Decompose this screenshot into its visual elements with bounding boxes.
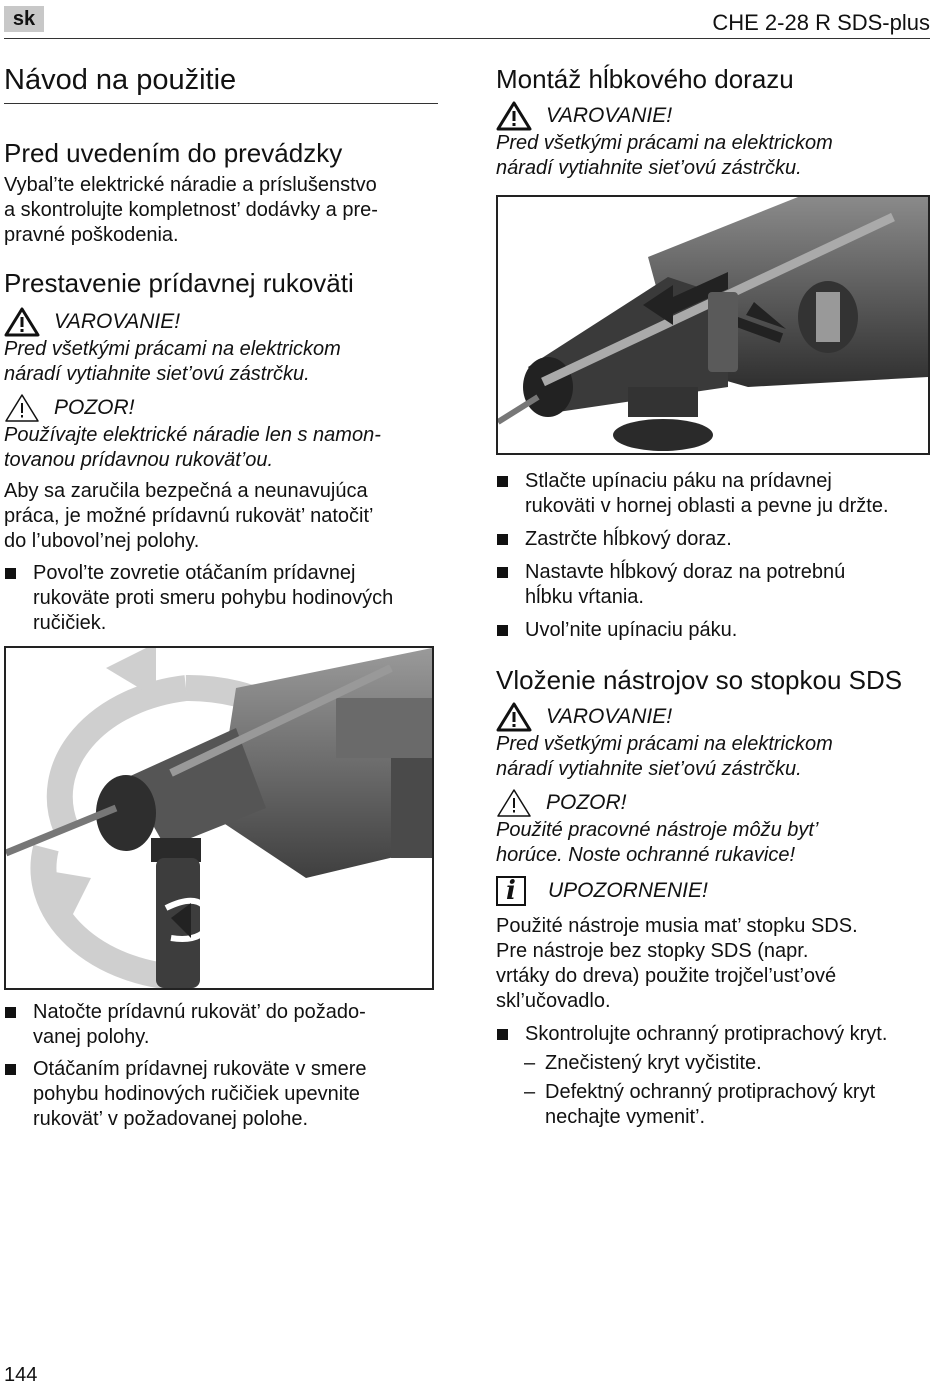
text-line: náradí vytiahnite siet’ovú zástrčku. [4, 363, 310, 386]
text-line: pohybu hodinových ručičiek upevnite [33, 1083, 360, 1106]
bullet-item [496, 1022, 936, 1047]
note-row [496, 876, 936, 906]
info-icon: i [496, 876, 526, 906]
text-line: Povol’te zovretie otáčaním prídavnej [33, 562, 356, 585]
dash-marker: – [524, 1052, 536, 1075]
caution-label: POZOR! [546, 791, 627, 815]
caution-row [4, 393, 438, 423]
text-line: Skontrolujte ochranný protiprachový kryt. [525, 1023, 888, 1046]
section-heading-before-start: Pred uvedením do prevádzky [4, 138, 343, 168]
before-start-text [4, 173, 438, 248]
text-line: Otáčaním prídavnej rukoväte v smere [33, 1058, 367, 1081]
bullet-square [497, 476, 508, 487]
figure-aux-handle [4, 646, 434, 990]
caution-text [4, 423, 438, 473]
text-line: Aby sa zaručila bezpečná a neunavujúca [4, 480, 368, 503]
text-line: Použité nástroje musia mat’ stopku SDS. [496, 915, 858, 938]
depth-stop-illustration [498, 197, 928, 453]
bullet-item [496, 560, 936, 610]
text-line: náradí vytiahnite siet’ovú zástrčku. [496, 758, 802, 781]
text-line: tovanou prídavnou rukovät’ou. [4, 449, 274, 472]
text-line: hĺbku vŕtania. [525, 586, 644, 609]
page-title: Návod na použitie [4, 60, 438, 104]
text-line: do l’ubovol’nej polohy. [4, 530, 200, 553]
text-line: práca, je možné prídavnú rukovät’ natočit’ [4, 505, 374, 528]
bullet-item [496, 469, 936, 519]
dash-marker: – [524, 1081, 536, 1104]
product-name: CHE 2-28 R SDS-plus [712, 10, 930, 35]
text-line: Pred všetkými prácami na elektrickom [4, 338, 341, 361]
caution-text [496, 818, 936, 868]
bullet-square [497, 534, 508, 545]
depth-stop-steps [496, 469, 936, 643]
note-label: UPOZORNENIE! [548, 879, 708, 903]
text-line: náradí vytiahnite siet’ovú zástrčku. [496, 157, 802, 180]
dash-item [524, 1080, 936, 1130]
bullet-square [5, 568, 16, 579]
warning-icon [496, 101, 532, 131]
text-line: rukoväti v hornej oblasti a pevne ju držte. [525, 495, 889, 518]
text-line: Nastavte hĺbkový doraz na potrebnú [525, 561, 846, 584]
bullet-item [496, 527, 936, 552]
text-line: a skontrolujte kompletnost’ dodávky a pre- [4, 199, 378, 222]
text-line: vanej polohy. [33, 1026, 150, 1049]
text-line: rukovät’ v požadovanej polohe. [33, 1108, 308, 1131]
caution-icon [4, 393, 40, 423]
warning-label: VAROVANIE! [546, 705, 673, 729]
text-line: Používajte elektrické náradie len s namon- [4, 424, 381, 447]
drill-handle-illustration [6, 648, 432, 988]
section-heading-aux-handle: Prestavenie prídavnej rukoväti [4, 268, 354, 299]
warning-label: VAROVANIE! [54, 310, 181, 334]
text-line: Natočte prídavnú rukovät’ do požado- [33, 1001, 366, 1024]
warning-icon [4, 307, 40, 337]
warning-text [496, 131, 936, 181]
note-text [496, 914, 936, 1014]
text-line: Defektný ochranný protiprachový kryt [545, 1081, 876, 1104]
section-heading-depth-stop: Montáž hĺbkového dorazu [496, 64, 794, 94]
text-line: Uvol’nite upínaciu páku. [525, 619, 738, 642]
text-line: pravné poškodenia. [4, 224, 179, 247]
right-column [496, 60, 936, 1130]
text-line: horúce. Noste ochranné rukavice! [496, 844, 796, 867]
warning-text [4, 337, 438, 387]
text-line: rukoväte proti smeru pohybu hodinových [33, 587, 394, 610]
text-line: vrtáky do dreva) použite trojčel’ust’ové [496, 965, 837, 988]
text-line: Stlačte upínaciu páku na prídavnej [525, 470, 832, 493]
warning-row [4, 307, 438, 337]
bullet-square [497, 1029, 508, 1040]
text-line: Znečistený kryt vyčistite. [545, 1052, 762, 1075]
text-line: Pred všetkými prácami na elektrickom [496, 132, 833, 155]
bullet-item [4, 1057, 438, 1132]
text-line: skl’učovadlo. [496, 990, 611, 1013]
header-rule [4, 38, 930, 39]
text-line: Vybal’te elektrické náradie a príslušenstvo [4, 174, 377, 197]
dash-item [524, 1051, 936, 1076]
text-line: nechajte vymenit’. [545, 1106, 706, 1129]
warning-row [496, 702, 936, 732]
text-line: ručičiek. [33, 612, 107, 635]
bullet-item [496, 618, 936, 643]
figure-depth-stop [496, 195, 930, 455]
text-line: Pred všetkými prácami na elektrickom [496, 733, 833, 756]
warning-icon [496, 702, 532, 732]
bullet-square [5, 1064, 16, 1075]
text-line: Použité pracovné nástroje môžu byt’ [496, 819, 819, 842]
warning-label: VAROVANIE! [546, 104, 673, 128]
warning-row [496, 101, 936, 131]
caution-row [496, 788, 936, 818]
text-line: Pre nástroje bez stopky SDS (napr. [496, 940, 809, 963]
bullet-square [497, 567, 508, 578]
caution-label: POZOR! [54, 396, 135, 420]
paragraph-rotation [4, 479, 438, 554]
bullet-item [4, 1000, 438, 1050]
bullet-item [4, 561, 438, 636]
left-column [4, 60, 438, 1132]
bullet-square [5, 1007, 16, 1018]
bullet-square [497, 625, 508, 636]
page-number: 144 [4, 1364, 38, 1386]
language-tag: sk [4, 6, 44, 32]
section-heading-sds-tools: Vloženie nástrojov so stopkou SDS [496, 665, 903, 696]
warning-text [496, 732, 936, 782]
text-line: Zastrčte hĺbkový doraz. [525, 528, 732, 551]
caution-icon [496, 788, 532, 818]
